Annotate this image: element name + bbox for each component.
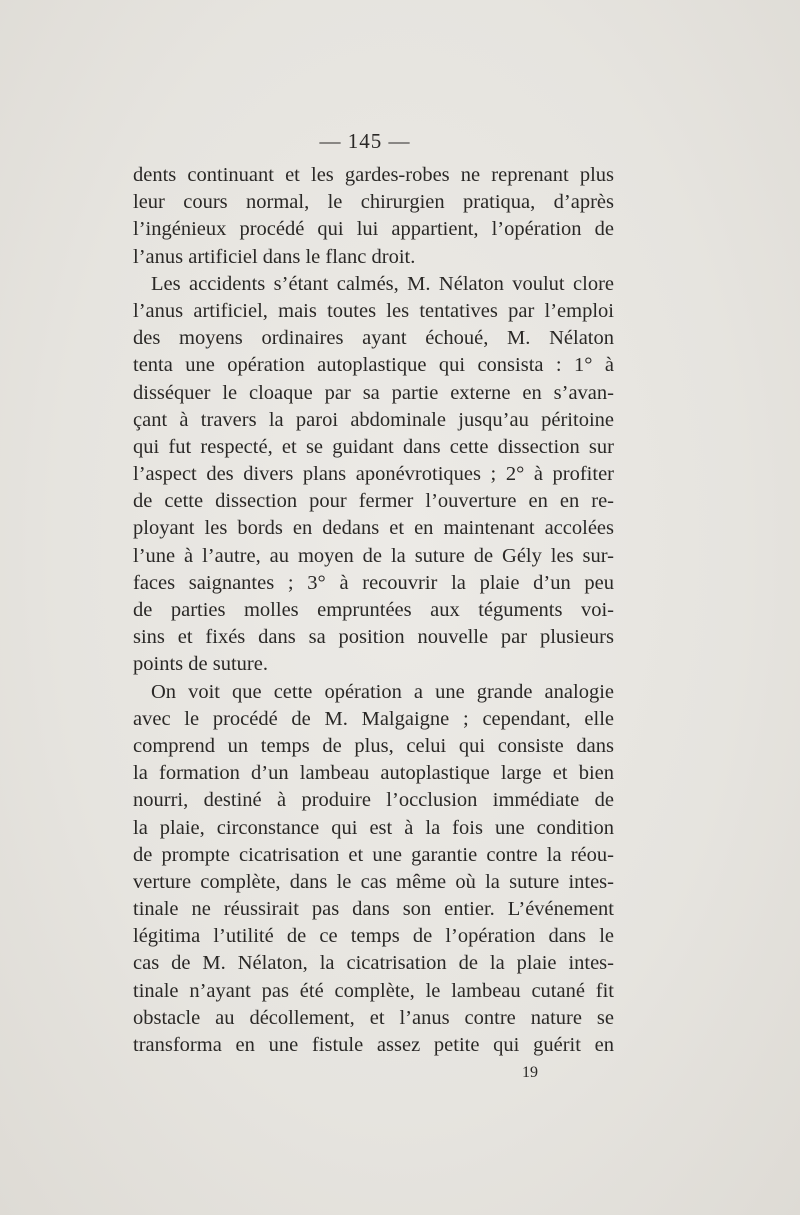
text-line: avec le procédé de M. Malgaigne ; cependant, elle (133, 707, 614, 730)
text-line: l’aspect des divers plans aponévrotiques ; 2° à profiter (133, 463, 614, 486)
text-line: tenta une opération autoplastique qui consista : 1° à (133, 354, 614, 377)
text-line: cas de M. Nélaton, la cicatrisation de la plaie intes- (133, 952, 614, 975)
text-line: l’anus artificiel, mais toutes les tentatives par l’emploi (133, 299, 614, 322)
text-line: comprend un temps de plus, celui qui consiste dans (133, 734, 614, 757)
text-line: obstacle au décollement, et l’anus contre nature se (133, 1006, 614, 1029)
text-line: qui fut respecté, et se guidant dans cette dissection sur (133, 435, 614, 458)
text-line: leur cours normal, le chirurgien pratiqua, d’après (133, 191, 614, 214)
text-line: l’ingénieux procédé qui lui appartient, l’opération de (133, 218, 614, 241)
page-number: — 145 — (319, 129, 411, 153)
text-line: des moyens ordinaires ayant échoué, M. Nélaton (133, 327, 614, 350)
text-line: la formation d’un lambeau autoplastique large et bien (133, 762, 614, 785)
text-line: transforma en une fistule assez petite qui guérit en (133, 1034, 614, 1056)
text-line: légitima l’utilité de ce temps de l’opération dans le (133, 925, 614, 948)
text-line: tinale n’ayant pas été complète, le lambeau cutané fit (133, 979, 614, 1002)
text-line: dents continuant et les gardes-robes ne reprenant plus (133, 164, 614, 186)
text-line: verture complète, dans le cas même où la suture intes- (133, 870, 614, 893)
paragraph-start-line: On voit que cette opération a une grande analogie (151, 680, 614, 703)
text-line: de parties molles empruntées aux téguments voi- (133, 599, 614, 621)
text-line: de cette dissection pour fermer l’ouverture en en re- (133, 490, 614, 513)
text-line: points de suture. (133, 653, 268, 676)
text-line: çant à travers la paroi abdominale jusqu’au péritoine (133, 408, 614, 431)
paragraph-start-line: Les accidents s’étant calmés, M. Nélaton voulut clore (151, 272, 614, 295)
text-line: de prompte cicatrisation et une garantie contre la réou- (133, 843, 614, 866)
text-line: l’anus artificiel dans le flanc droit. (133, 245, 416, 268)
text-line: la plaie, circonstance qui est à la fois une condition (133, 816, 614, 839)
text-line: l’une à l’autre, au moyen de la suture de Gély les sur- (133, 544, 614, 567)
text-line: ployant les bords en dedans et en maintenant accolées (133, 517, 614, 540)
text-line: faces saignantes ; 3° à recouvrir la plaie d’un peu (133, 571, 614, 594)
text-line: sins et fixés dans sa position nouvelle par plusieurs (133, 626, 614, 649)
text-line: tinale ne réussirait pas dans son entier. L’événement (133, 898, 614, 921)
text-line: disséquer le cloaque par sa partie externe en s’avan- (133, 381, 614, 404)
body-text (133, 162, 614, 1059)
text-line: nourri, destiné à produire l’occlusion immédiate de (133, 789, 614, 812)
signature-mark: 19 (522, 1064, 538, 1081)
